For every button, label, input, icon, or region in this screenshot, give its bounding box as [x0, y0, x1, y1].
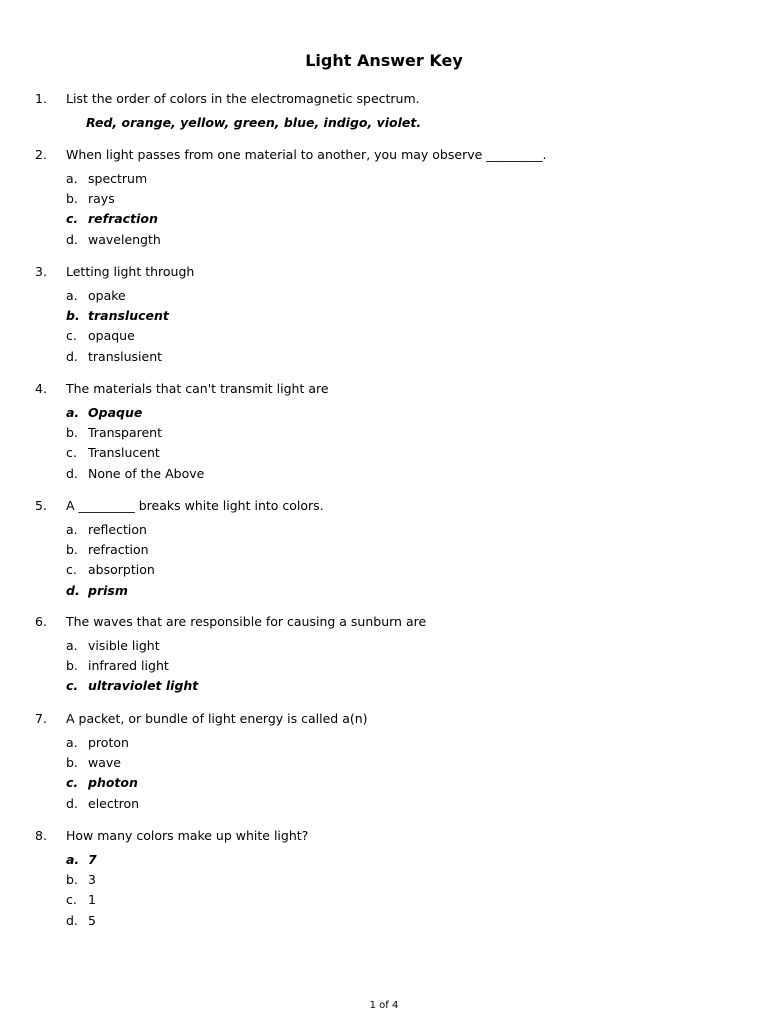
option-item: c. Translucent	[66, 445, 160, 461]
question-1	[0, 89, 768, 133]
option-list	[0, 850, 768, 931]
option-item-correct: c. refraction	[66, 211, 158, 227]
question-text: When light passes from one material to another, you may observe _________.	[66, 147, 547, 162]
option-item: c. absorption	[66, 562, 155, 578]
option-item: b. infrared light	[66, 658, 169, 674]
option-list	[0, 520, 768, 601]
option-item-correct: c. ultraviolet light	[66, 678, 199, 694]
option-item: b. Transparent	[66, 425, 163, 441]
page-title: Light Answer Key	[305, 51, 463, 70]
page-number: 1 of 4	[369, 1000, 399, 1011]
question-6	[0, 612, 768, 697]
question-number: 1.	[35, 91, 47, 106]
option-item: d. 5	[66, 912, 96, 928]
option-item-correct: d. prism	[66, 582, 128, 598]
option-item: d. electron	[66, 795, 140, 811]
answer-text: Red, orange, yellow, green, blue, indigo, violet.	[86, 115, 422, 130]
option-item: b. rays	[66, 191, 115, 207]
option-item: c. opaque	[66, 328, 135, 344]
option-item-correct: a. Opaque	[66, 405, 143, 420]
option-item: b. wave	[66, 755, 121, 771]
option-item: a. visible light	[66, 638, 160, 653]
option-list	[0, 403, 768, 484]
option-list	[0, 636, 768, 697]
option-item: a. opake	[66, 288, 126, 303]
question-text: The materials that can't transmit light are	[66, 381, 329, 396]
question-3	[0, 262, 768, 367]
option-item-correct: c. photon	[66, 775, 138, 791]
question-number: 5.	[35, 498, 47, 513]
option-item: d. wavelength	[66, 231, 161, 247]
option-list	[0, 286, 768, 367]
question-text: A packet, or bundle of light energy is called a(n)	[66, 711, 368, 726]
question-8	[0, 826, 768, 931]
option-item: a. reflection	[66, 522, 147, 537]
option-list	[0, 169, 768, 250]
question-number: 4.	[35, 381, 47, 396]
option-list	[0, 733, 768, 814]
option-item-correct: a. 7	[66, 852, 97, 867]
question-4	[0, 379, 768, 484]
question-text: Letting light through	[66, 264, 195, 279]
option-item: b. 3	[66, 872, 96, 888]
option-item: d. None of the Above	[66, 465, 205, 481]
question-number: 2.	[35, 147, 47, 162]
option-item-correct: b. translucent	[66, 308, 169, 324]
option-item: a. spectrum	[66, 171, 148, 186]
option-item: c. 1	[66, 892, 96, 908]
question-text: How many colors make up white light?	[66, 828, 309, 843]
question-number: 6.	[35, 614, 47, 629]
question-text: A _________ breaks white light into colors.	[66, 498, 324, 513]
question-5	[0, 496, 768, 601]
question-number: 7.	[35, 711, 47, 726]
option-item: b. refraction	[66, 542, 149, 558]
option-item: d. translusient	[66, 348, 163, 364]
question-2	[0, 145, 768, 250]
question-text: The waves that are responsible for causing a sunburn are	[66, 614, 427, 629]
question-number: 3.	[35, 264, 47, 279]
option-item: a. proton	[66, 735, 129, 750]
question-number: 8.	[35, 828, 47, 843]
question-text: List the order of colors in the electromagnetic spectrum.	[66, 91, 420, 106]
question-7	[0, 709, 768, 814]
